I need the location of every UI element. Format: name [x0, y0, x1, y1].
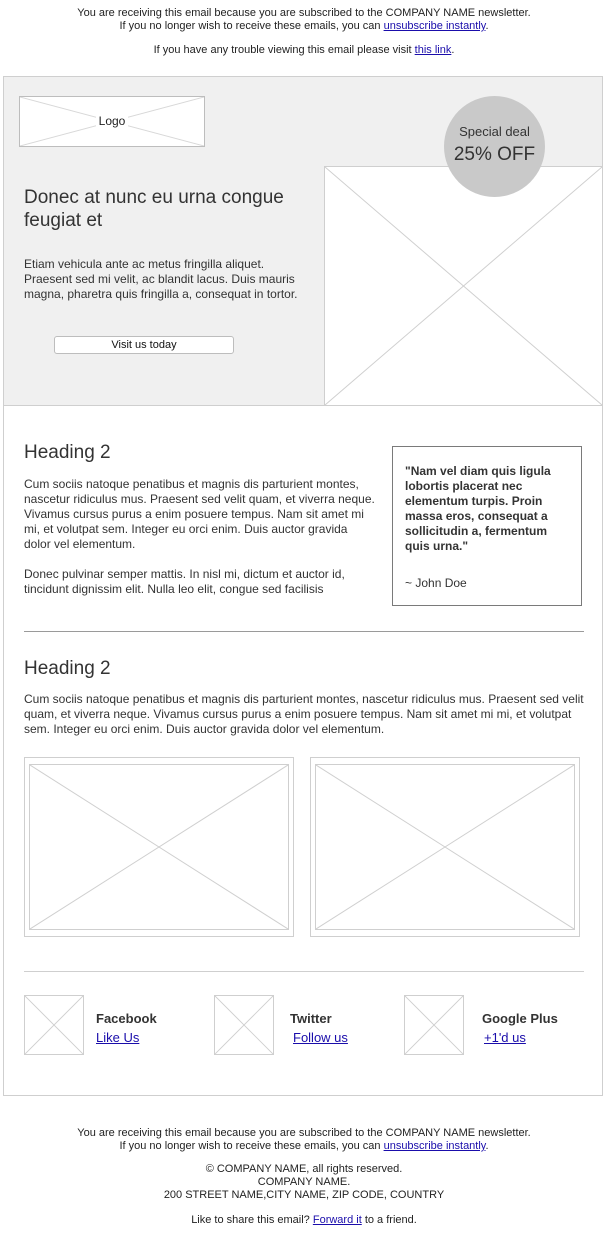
- hero-section: [4, 77, 602, 406]
- footer-line1: You are receiving this email because you are subscribed to the COMPANY NAME newsletter.: [77, 1127, 531, 1139]
- facebook-title: Facebook: [96, 1011, 157, 1026]
- badge-line2: 25% OFF: [453, 144, 536, 165]
- hero-heading: Donec at nunc eu urna congue feugiat et: [24, 187, 284, 231]
- footer-copyright: © COMPANY NAME, all rights reserved.: [205, 1163, 403, 1175]
- google-plus-link[interactable]: +1'd us: [484, 1030, 526, 1045]
- testimonial-box: [392, 446, 582, 606]
- facebook-like-link[interactable]: Like Us: [96, 1030, 140, 1045]
- twitter-icon[interactable]: [214, 995, 274, 1055]
- footer-unsubscribe-link[interactable]: unsubscribe instantly: [383, 1140, 486, 1152]
- logo-label: Logo: [96, 114, 129, 128]
- placeholder-cross-icon: [325, 167, 602, 405]
- image-placeholder-right: [310, 757, 580, 937]
- preheader-line1: You are receiving this email because you are subscribed to the COMPANY NAME newsletter.: [77, 7, 531, 19]
- placeholder-cross-icon: [30, 765, 288, 929]
- logo-placeholder[interactable]: [19, 96, 205, 147]
- special-deal-badge: [444, 96, 545, 197]
- twitter-follow-link[interactable]: Follow us: [293, 1030, 348, 1045]
- section2-heading: Heading 2: [24, 658, 111, 679]
- placeholder-cross-icon: [316, 765, 574, 929]
- facebook-icon[interactable]: [24, 995, 84, 1055]
- section2-paragraph: Cum sociis natoque penatibus et magnis dis parturient montes, nascetur ridiculus mus. Praesent sed velit quam, et viverra neque. Vivamus cursus purus a enim posuere tempus. Nam sit amet mi mi, et volutpat sem. Integer eu orci enim. Duis auctor gravida dolor vel elementum.: [24, 692, 584, 736]
- view-online-link[interactable]: this link: [414, 44, 452, 56]
- badge-line1: Special deal: [459, 124, 530, 139]
- section-divider: [24, 631, 584, 632]
- preheader: [0, 7, 608, 57]
- google-plus-title: Google Plus: [482, 1011, 558, 1026]
- hero-paragraph: Etiam vehicula ante ac metus fringilla aliquet. Praesent sed mi velit, ac blandit lacus. Duis mauris magna, pharetra quis fringilla a, consequat in tortor.: [24, 257, 298, 301]
- testimonial-quote: "Nam vel diam quis ligula lobortis placerat nec elementum turpis. Proin massa eros, consequat a sollicitudin a, fermentum quis urna.": [405, 464, 551, 553]
- section1-paragraph1: Cum sociis natoque penatibus et magnis dis parturient montes, nascetur ridiculus mus. Praesent sed velit quam, et viverra neque. Vivamus cursus purus a enim posuere tempus. Nam sit amet mi mi, et volutpat sem. Integer eu orci enim. Duis auctor gravida dolor vel elementum.: [24, 477, 375, 551]
- google-plus-icon[interactable]: [404, 995, 464, 1055]
- section1-paragraph2: Donec pulvinar semper mattis. In nisl mi, dictum et auctor id, tincidunt dignissim elit. Nulla leo elit, congue sed facilisis: [24, 567, 345, 596]
- testimonial-author: ~ John Doe: [405, 576, 467, 590]
- footer-line2: If you no longer wish to receive these emails, you can unsubscribe instantly.: [119, 1140, 489, 1152]
- visit-us-button[interactable]: Visit us today: [54, 336, 234, 354]
- twitter-title: Twitter: [290, 1011, 332, 1026]
- email-body: [3, 76, 603, 1096]
- image-placeholder-left: [24, 757, 294, 937]
- trouble-line: If you have any trouble viewing this email please visit this link.: [153, 44, 455, 56]
- section1-heading: Heading 2: [24, 442, 111, 463]
- footer-address: 200 STREET NAME,CITY NAME, ZIP CODE, COUNTRY: [163, 1189, 445, 1201]
- social-divider: [24, 971, 584, 972]
- footer-company: COMPANY NAME.: [257, 1176, 351, 1188]
- unsubscribe-link[interactable]: unsubscribe instantly: [383, 20, 486, 32]
- footer-share: Like to share this email? Forward it to a friend.: [191, 1214, 417, 1226]
- footer: [0, 1127, 608, 1227]
- preheader-line2: If you no longer wish to receive these emails, you can unsubscribe instantly.: [119, 20, 489, 32]
- forward-link[interactable]: Forward it: [312, 1214, 362, 1226]
- hero-image-placeholder: [324, 166, 603, 406]
